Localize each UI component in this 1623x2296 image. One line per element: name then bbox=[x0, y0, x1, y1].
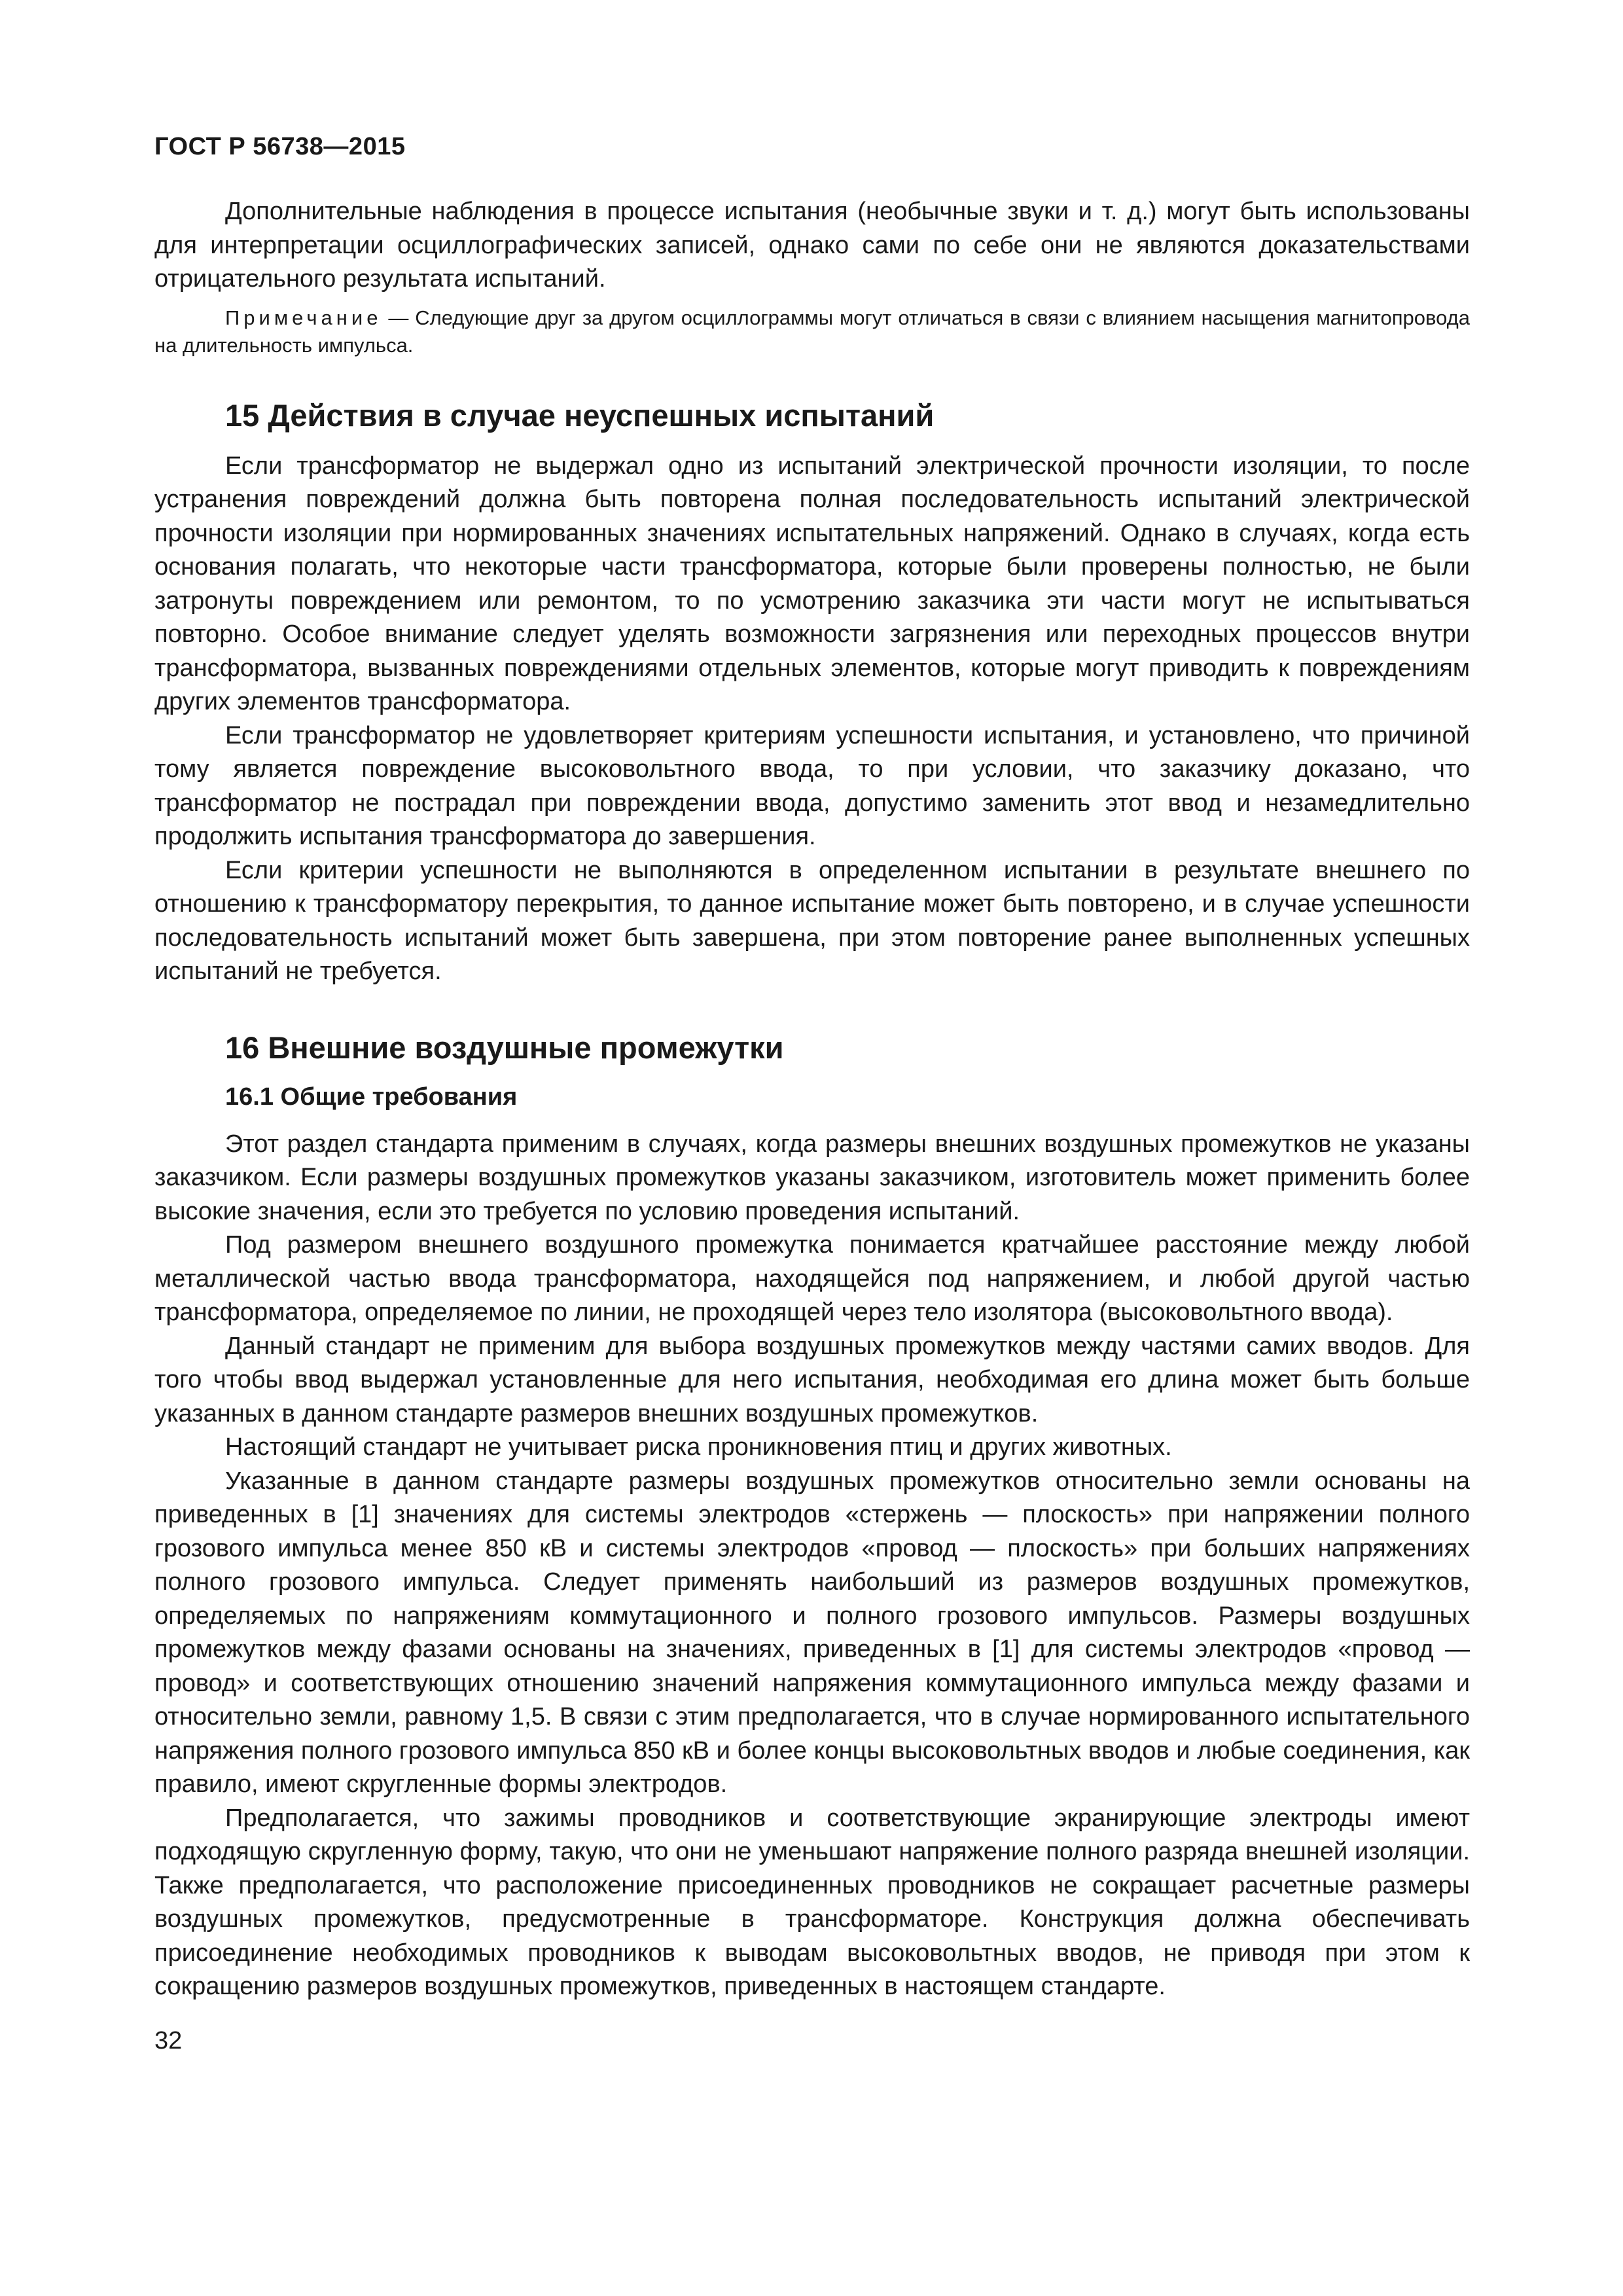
section-16-paragraph: Указанные в данном стандарте размеры воздушных промежутков относительно земли основаны на приведенных в [1] значениях для системы электродов «стержень — плоскость» при напряжении полного грозового импульса менее 850 кВ и системы электродов «провод — плоскость» при больших напряжениях полного грозового импульса. Следует применять наибольший из размеров воздушных промежутков, определяемых по напряжениям коммутационного и полного грозового импульсов. Размеры воздушных промежутков между фазами основаны на значениях, приведенных в [1] для системы электродов «провод — провод» и соответствующих отношению значений напряжения коммутационного импульса между фазами и относительно земли, равному 1,5. В связи с этим предполагается, что в случае нормированного испытательного напряжения полного грозового импульса 850 кВ и более концы высоковольтных вводов и любые соединения, как правило, имеют скругленные формы электродов. bbox=[154, 1467, 1470, 1798]
section-16-paragraph: Настоящий стандарт не учитывает риска проникновения птиц и других животных. bbox=[225, 1433, 1172, 1461]
document-code-header: ГОСТ Р 56738—2015 bbox=[154, 133, 406, 160]
subsection-16-1-title: 16.1 Общие требования bbox=[225, 1083, 518, 1111]
section-16-paragraph: Предполагается, что зажимы проводников и соответствующие экранирующие электроды имеют подходящую скругленную форму, такую, что они не уменьшают напряжение полного разряда внешней изоляции. Также предполагается, что расположение присоединенных проводников не сокращает расчетные размеры воздушных промежутков, предусмотренные в трансформаторе. Конструкция должна обеспечивать присоединение необходимых проводников к выводам высоковольтных вводов, не приводя при этом к сокращению размеров воздушных промежутков, приведенных в настоящем стандарте. bbox=[154, 1804, 1470, 2000]
page-number: 32 bbox=[154, 2026, 183, 2054]
section-15-paragraph: Если трансформатор не выдержал одно из испытаний электрической прочности изоляции, то после устранения повреждений должна быть повторена полная последовательность испытаний электрической прочности изоляции при нормированных значениях испытательных напряжений. Однако в случаях, когда есть основания полагать, что некоторые части трансформатора, которые были проверены полностью, не были затронуты повреждением или ремонтом, то по усмотрению заказчика эти части могут не испытываться повторно. Особое внимание следует уделять возможности загрязнения или переходных процессов внутри трансформатора, вызванных повреждениями отдельных элементов, которые могут приводить к повреждениям других элементов трансформатора. bbox=[154, 452, 1470, 715]
note-text: — Следующие друг за другом осциллограммы могут отличаться в связи с влиянием насыщения магнитопровода на длительность импульса. bbox=[154, 306, 1470, 357]
document-page bbox=[154, 131, 1470, 2056]
intro-paragraph: Дополнительные наблюдения в процессе испытания (необычные звуки и т. д.) могут быть использованы для интерпретации осциллографических записей, однако сами по себе они не являются доказательствами отрицательного результата испытаний. bbox=[154, 198, 1470, 293]
note-paragraph bbox=[154, 304, 1470, 359]
note-label: Примечание bbox=[225, 306, 382, 329]
section-15-paragraph: Если трансформатор не удовлетворяет критериям успешности испытания, и установлено, что причиной тому является повреждение высоковольтного ввода, то при условии, что заказчику доказано, что трансформатор не пострадал при повреждении ввода, допустимо заменить этот ввод и незамедлительно продолжить испытания трансформатора до завершения. bbox=[154, 721, 1470, 850]
section-16-paragraph: Под размером внешнего воздушного промежутка понимается кратчайшее расстояние между любой металлической частью ввода трансформатора, находящейся под напряжением, и любой другой частью трансформатора, определяемое по линии, не проходящей через тело изолятора (высоковольтного ввода). bbox=[154, 1231, 1470, 1326]
section-16-title: 16 Внешние воздушные промежутки bbox=[225, 1030, 784, 1065]
section-16-paragraph: Этот раздел стандарта применим в случаях, когда размеры внешних воздушных промежутков не указаны заказчиком. Если размеры воздушных промежутков указаны заказчиком, изготовитель может применить более высокие значения, если это требуется по условию проведения испытаний. bbox=[154, 1130, 1470, 1225]
section-15-paragraph: Если критерии успешности не выполняются в определенном испытании в результате внешнего по отношению к трансформатору перекрытия, то данное испытание может быть повторено, и в случае успешности последовательность испытаний может быть завершена, при этом повторение ранее выполненных успешных испытаний не требуется. bbox=[154, 856, 1470, 985]
section-15-title: 15 Действия в случае неуспешных испытаний bbox=[225, 397, 935, 433]
section-16-paragraph: Данный стандарт не применим для выбора воздушных промежутков между частями самих вводов. Для того чтобы ввод выдержал установленные для него испытания, необходимая его длина может быть больше указанных в данном стандарте размеров внешних воздушных промежутков. bbox=[154, 1332, 1470, 1427]
